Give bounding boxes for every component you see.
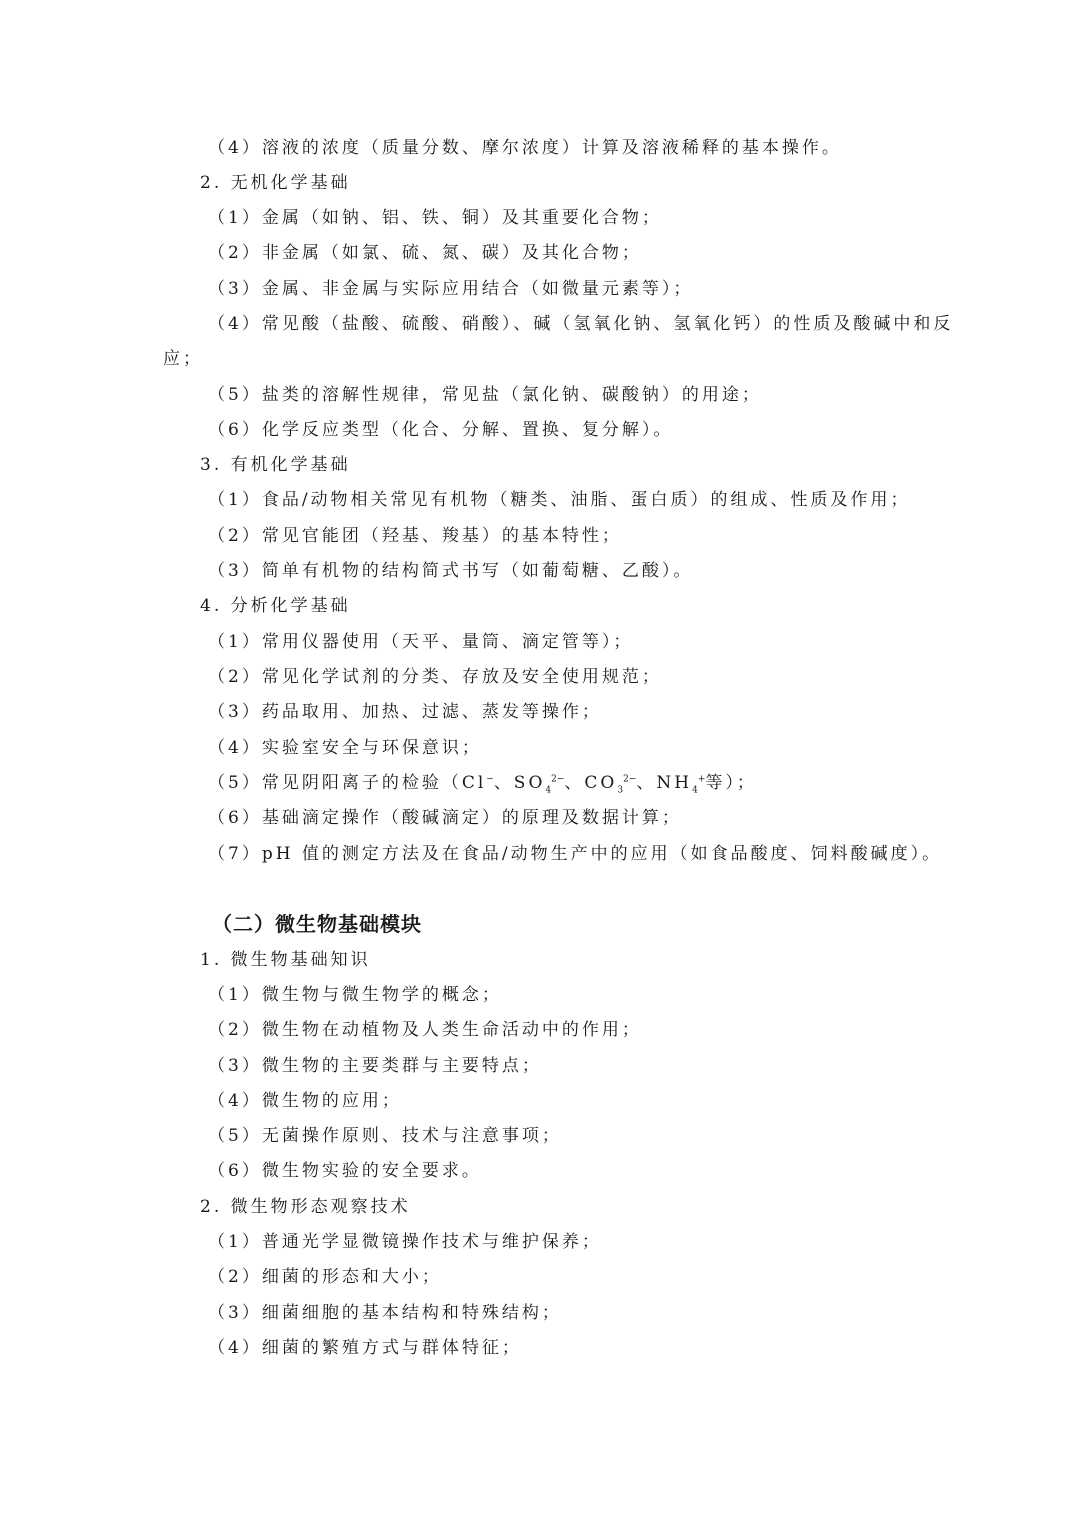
chem-item-solution-concentration: （4）溶液的浓度（质量分数、摩尔浓度）计算及溶液稀释的基本操作。 bbox=[208, 138, 842, 158]
micro-item-concepts: （1）微生物与微生物学的概念； bbox=[208, 985, 502, 1005]
chem-item-acids-bases: （4）常见酸（盐酸、硫酸、硝酸）、碱（氢氧化钠、氢氧化钙）的性质及酸碱中和反 bbox=[208, 314, 954, 334]
micro-item-microscope: （1）普通光学显微镜操作技术与维护保养； bbox=[208, 1232, 602, 1252]
chem-item-reaction-types: （6）化学反应类型（化合、分解、置换、复分解）。 bbox=[208, 420, 674, 440]
chem-item-ion-tests bbox=[208, 771, 757, 795]
chem-item-metals: （1）金属（如钠、铝、铁、铜）及其重要化合物； bbox=[208, 208, 662, 228]
chem-item-acids-bases-cont: 应； bbox=[163, 349, 203, 369]
heading-analytical-chemistry: 4. 分析化学基础 bbox=[200, 596, 351, 616]
chem-item-nonmetals: （2）非金属（如氯、硫、氮、碳）及其化合物； bbox=[208, 243, 642, 263]
ion-sep-co3: 、CO bbox=[564, 773, 618, 793]
chem-item-operations: （3）药品取用、加热、过滤、蒸发等操作； bbox=[208, 702, 602, 722]
co3-subscript: 3 bbox=[617, 785, 624, 796]
so4-charge: 2− bbox=[551, 774, 565, 785]
chem-item-lab-safety: （4）实验室安全与环保意识； bbox=[208, 738, 482, 758]
chem-item-functional-groups: （2）常见官能团（羟基、羧基）的基本特性； bbox=[208, 526, 622, 546]
micro-item-groups: （3）微生物的主要类群与主要特点； bbox=[208, 1056, 542, 1076]
chem-item-applications: （3）金属、非金属与实际应用结合（如微量元素等）； bbox=[208, 279, 694, 299]
heading-morphology-observation: 2. 微生物形态观察技术 bbox=[200, 1197, 411, 1217]
heading-microbiology-basics: 1. 微生物基础知识 bbox=[200, 950, 371, 970]
chem-item-structural-formulas: （3）简单有机物的结构简式书写（如葡萄糖、乙酸）。 bbox=[208, 561, 694, 581]
micro-item-bacteria-shape: （2）细菌的形态和大小； bbox=[208, 1267, 442, 1287]
micro-item-roles: （2）微生物在动植物及人类生命活动中的作用； bbox=[208, 1020, 642, 1040]
chem-item-salts: （5）盐类的溶解性规律，常见盐（氯化钠、碳酸钠）的用途； bbox=[208, 385, 762, 405]
chem-item-ph-measurement: （7）pH 值的测定方法及在食品/动物生产中的应用（如食品酸度、饲料酸碱度）。 bbox=[208, 844, 943, 864]
ion-sep-nh4: 、NH bbox=[636, 773, 693, 793]
ion-sep-so4: 、SO bbox=[493, 773, 546, 793]
micro-item-aseptic-technique: （5）无菌操作原则、技术与注意事项； bbox=[208, 1126, 562, 1146]
ion-tests-suffix: 等）； bbox=[705, 773, 757, 793]
heading-organic-chemistry: 3. 有机化学基础 bbox=[200, 455, 351, 475]
nh4-charge: + bbox=[697, 774, 706, 785]
cl-charge: − bbox=[486, 774, 494, 785]
co3-charge: 2− bbox=[623, 774, 637, 785]
micro-item-lab-safety: （6）微生物实验的安全要求。 bbox=[208, 1161, 482, 1181]
nh4-subscript: 4 bbox=[692, 785, 698, 796]
so4-subscript: 4 bbox=[545, 785, 552, 796]
chem-item-organic-compounds: （1）食品/动物相关常见有机物（糖类、油脂、蛋白质）的组成、性质及作用； bbox=[208, 490, 911, 510]
section-title-microbiology: （二）微生物基础模块 bbox=[212, 912, 422, 936]
chem-item-reagents: （2）常见化学试剂的分类、存放及安全使用规范； bbox=[208, 667, 662, 687]
micro-item-reproduction: （4）细菌的繁殖方式与群体特征； bbox=[208, 1338, 522, 1358]
micro-item-applications: （4）微生物的应用； bbox=[208, 1091, 402, 1111]
chem-item-titration: （6）基础滴定操作（酸碱滴定）的原理及数据计算； bbox=[208, 808, 682, 828]
ion-tests-prefix: （5）常见阴阳离子的检验（Cl bbox=[208, 773, 487, 793]
micro-item-cell-structure: （3）细菌细胞的基本结构和特殊结构； bbox=[208, 1303, 562, 1323]
chem-item-instruments: （1）常用仪器使用（天平、量筒、滴定管等）； bbox=[208, 632, 634, 652]
heading-inorganic-chemistry: 2. 无机化学基础 bbox=[200, 173, 351, 193]
